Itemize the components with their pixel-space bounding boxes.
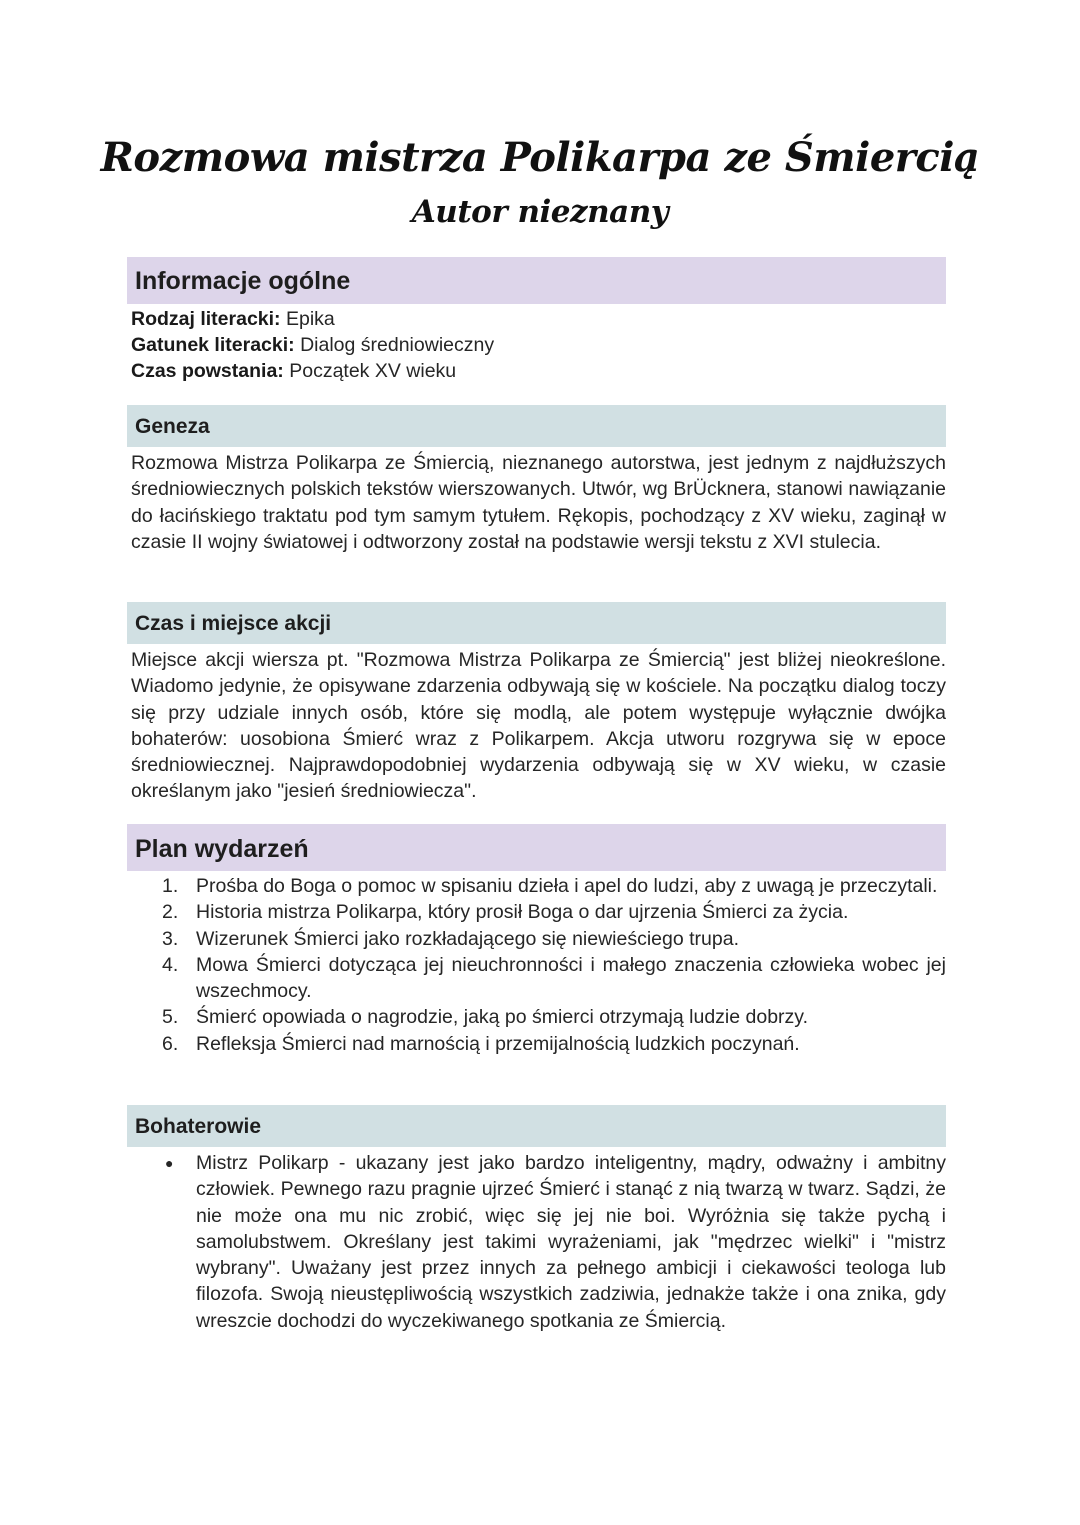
plan-item-text: Historia mistrza Polikarpa, który prosił Boga o dar ujrzenia Śmierci za życia. [196,901,849,924]
bullet-icon: ● [165,1155,174,1171]
bohater-text: Mistrz Polikarp - ukazany jest jako bardzo inteligentny, mądry, odważny i ambitny człowiek. Pewnego razu pragnie ujrzeć Śmierć i stanąć z nią twarzą w twarz. Sądzi, że nie może ona mu nic zrobić, więc się jej nie boi. Wyróżnia się także pychą i samolubstwem. Określany jest takimi wyrażeniami, jak "mędrzec wielki" i "mistrz wybrany". Uważany jest przez innych za pełnego ambicji i ciekawości teologa lub filozofa. Swoją nieustępliwością wszystkich zadziwia, jednakże także i ona znika, gdy wreszcie dochodzi do wyczekiwanego spotkania ze Śmiercią. [196,1152,946,1332]
plan-item-number: 1. [162,875,179,897]
plan-item-text: Prośba do Boga o pomoc w spisaniu dzieła i apel do ludzi, aby z uwagą je przeczytali. [196,875,938,897]
info-czas-value: Początek XV wieku [289,360,457,382]
info-rodzaj-value: Epika [285,308,335,330]
info-czas [131,358,456,384]
document-subtitle: Autor nieznany [411,194,669,230]
czas-miejsce-text: Miejsce akcji wiersza pt. "Rozmowa Mistrza Polikarpa ze Śmiercią" jest bliżej nieokreślone. Wiadomo jedynie, że opisywane zdarzenia odbywają się w kościele. Na początku dialog toczy się przy udziale innych osób, które się modlą, ale potem występuje wyłącznie dwójka bohaterów: uosobiona Śmierć wraz z Polikarpem. Akcja utworu rozgrywa się w epoce średniowiecznej. Najprawdopodobniej wydarzenia odbywają się w XV wieku, w czasie określanym jako "jesień średniowiecza". [131,649,946,803]
list-item [165,1150,946,1334]
plan-item-number: 4. [162,953,179,976]
bohaterowie-list [150,1150,946,1334]
plan-item-number: 2. [162,901,179,924]
plan-item [162,1031,946,1057]
section-header-bohaterowie: Bohaterowie [127,1105,946,1147]
info-gatunek-value: Dialog średniowieczny [300,334,495,356]
section-header-plan: Plan wydarzeń [127,824,946,871]
plan-item-text: Wizerunek Śmierci jako rozkładającego się niewieściego trupa. [196,927,740,950]
plan-item-text: Refleksja Śmierci nad marnością i przemijalnością ludzkich poczynań. [196,1032,800,1055]
plan-list [150,873,946,1057]
section-header-czas-miejsce: Czas i miejsce akcji [127,602,946,644]
plan-item-text: Mowa Śmierci dotycząca jej nieuchronności i małego znaczenia człowieka wobec jej wszechmocy. [196,953,946,1003]
plan-item-number: 6. [162,1032,179,1055]
document-title: Rozmowa mistrza Polikarpa ze Śmiercią [100,134,980,181]
info-rodzaj [131,306,335,332]
plan-item-number: 3. [162,927,179,950]
plan-item-text: Śmierć opowiada o nagrodzie, jaką po śmierci otrzymają ludzie dobrzy. [196,1006,809,1029]
plan-item [162,873,946,899]
plan-item [162,952,946,1005]
info-gatunek [131,332,494,358]
plan-item [162,926,946,952]
plan-item [162,899,946,925]
info-gatunek-label: Gatunek literacki: [131,334,295,356]
section-header-info: Informacje ogólne [127,257,946,304]
plan-item [162,1004,946,1030]
section-header-geneza: Geneza [127,405,946,447]
plan-item-number: 5. [162,1006,179,1029]
info-rodzaj-label: Rodzaj literacki: [131,308,281,330]
info-czas-label: Czas powstania: [131,360,284,382]
geneza-text: Rozmowa Mistrza Polikarpa ze Śmiercią, nieznanego autorstwa, jest jednym z najdłuższych średniowiecznych polskich tekstów wierszowanych. Utwór, wg BrÜcknera, stanowi nawiązanie do łacińskiego traktatu pod tym samym tytułem. Rękopis, pochodzący z XV wieku, zaginął w czasie II wojny światowej i odtworzony został na podstawie wersji tekstu z XVI stulecia. [131,452,946,553]
